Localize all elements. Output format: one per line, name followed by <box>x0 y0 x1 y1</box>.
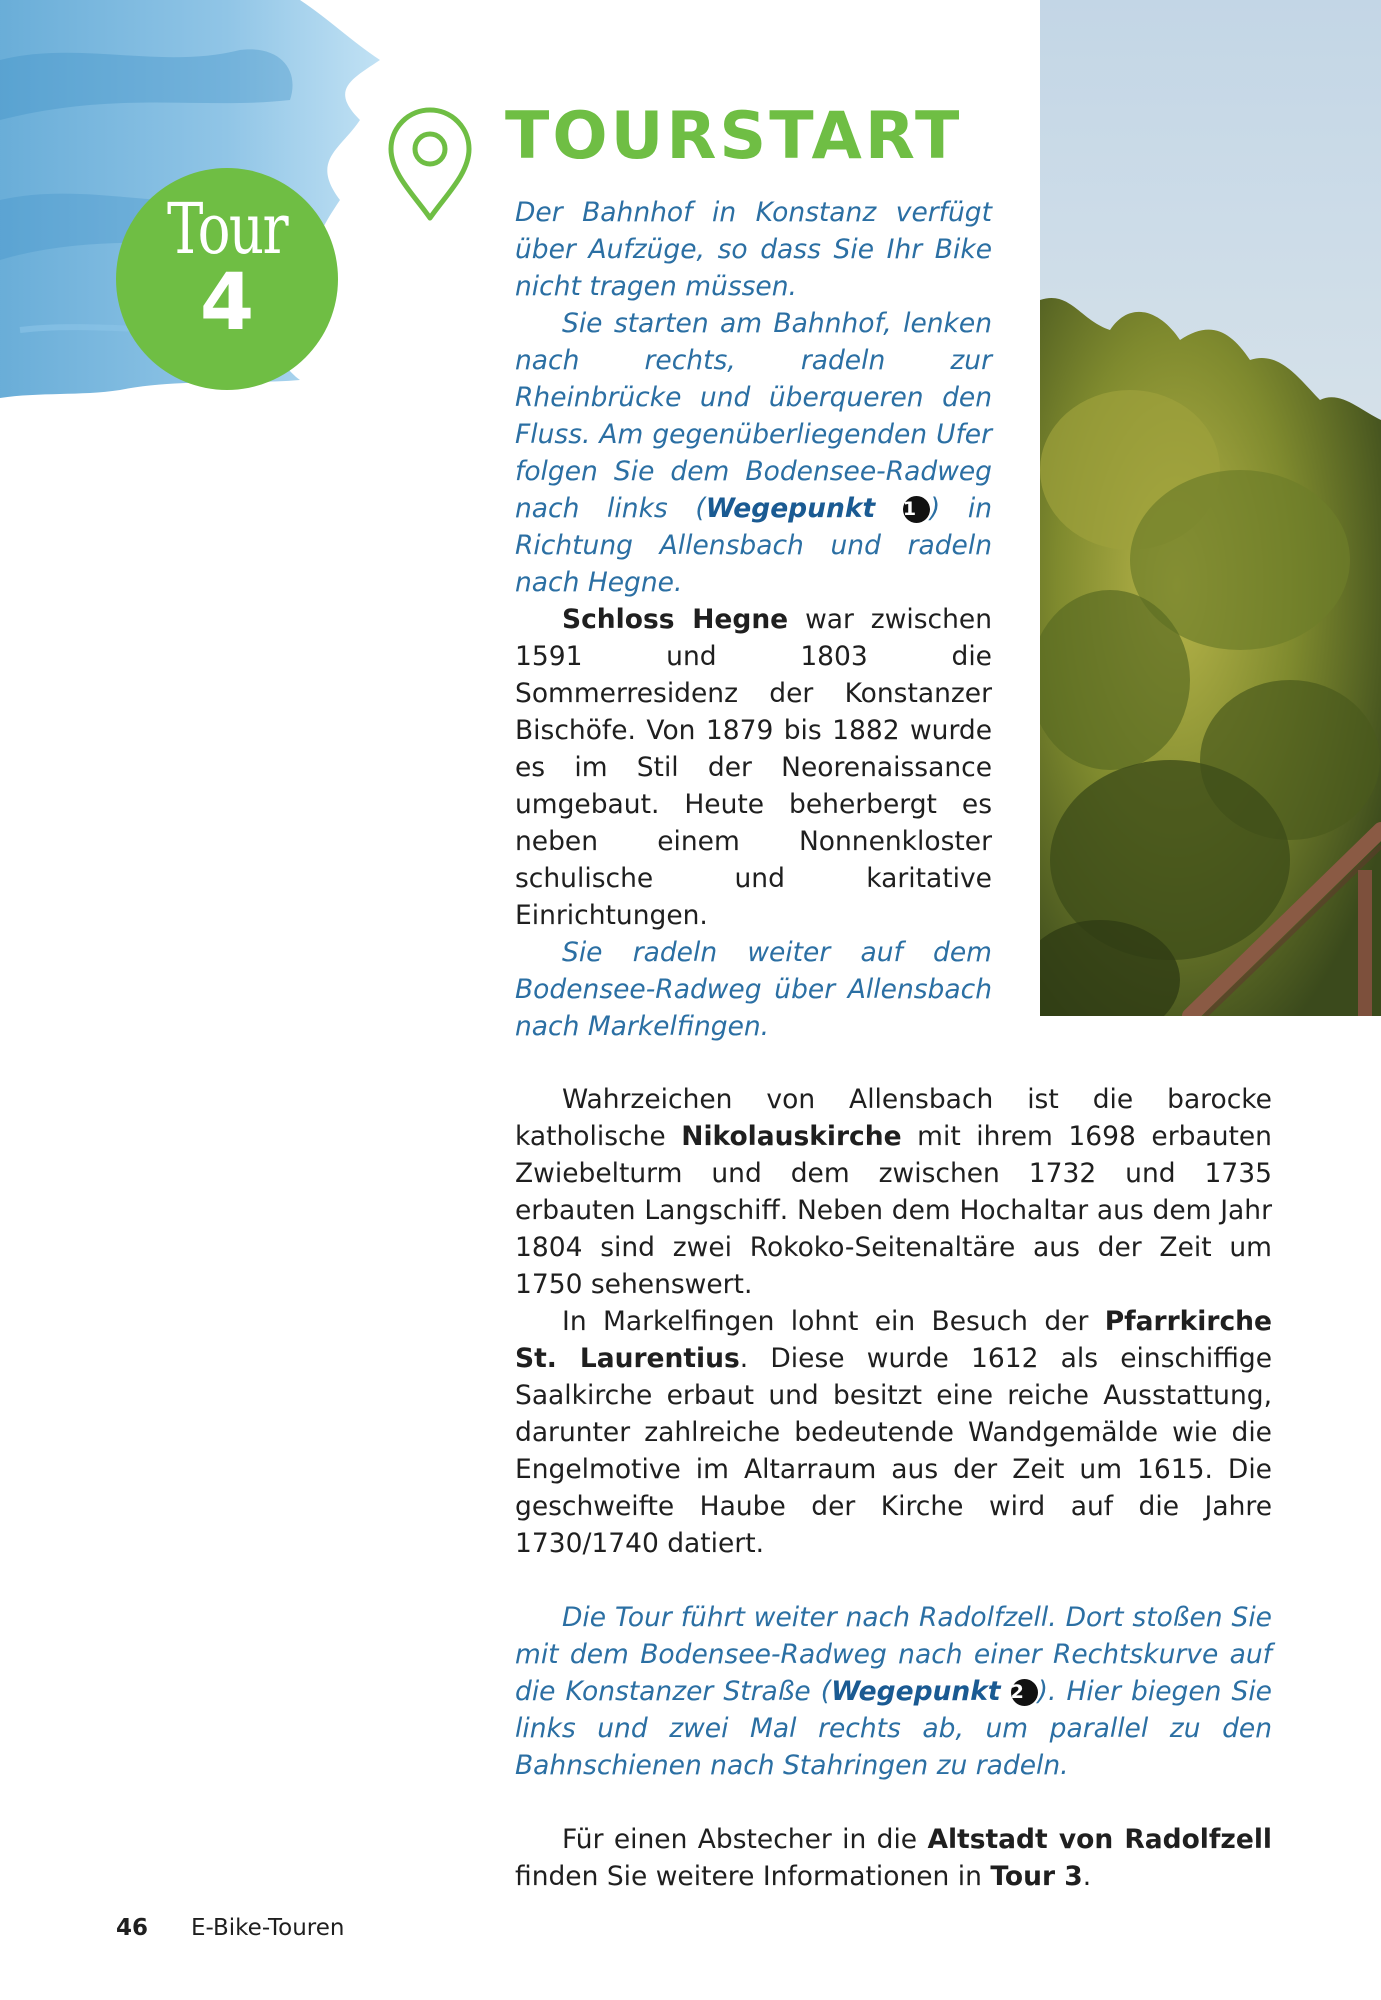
route-block-2 <box>515 934 992 1045</box>
page-number: 46 <box>116 1915 149 1941</box>
route-text-start: Sie starten am Bahnhof, lenken nach rechts, radeln zur Rheinbrücke und überqueren den Fluss. Am gegenüberliegenden Ufer folgen Sie dem Bodensee-Radweg nach links ( <box>515 308 992 524</box>
route-block-3 <box>515 1599 1272 1784</box>
waypoint-label-2: Wegepunkt <box>831 1676 1001 1707</box>
radolfzell-text-middle: finden Sie weitere Informationen in <box>515 1861 991 1892</box>
route-text-end: ) in Richtung Allensbach und radeln nach Hegne. <box>515 493 992 598</box>
tour-reference: Tour 3 <box>990 1861 1083 1892</box>
waypoint-1-badge: 1 <box>903 496 930 523</box>
schloss-hegne-text: war zwischen 1591 und 1803 die Sommerresidenz der Konstanzer Bischöfe. Von 1879 bis 1882 wurde es im Stil der Neorenaissance umgebaut. Heute beherbergt es neben einem Nonnenkloster schulische und karitative Einrichtungen. <box>515 604 993 931</box>
laurentius-paragraph <box>515 1303 1272 1562</box>
tour-badge-word: Tour <box>166 188 288 270</box>
radolfzell-paragraph <box>515 1821 1272 1895</box>
route-paragraph-1 <box>515 305 992 601</box>
map-pin-icon <box>385 104 475 224</box>
nikolauskirche-name: Nikolauskirche <box>681 1121 902 1152</box>
waypoint-label: Wegepunkt <box>705 493 876 524</box>
schloss-hegne-paragraph <box>515 601 992 934</box>
radolfzell-block <box>515 1821 1272 1895</box>
laurentius-text-start: In Markelfingen lohnt ein Besuch der <box>562 1306 1105 1337</box>
trees-photo <box>1040 0 1381 1016</box>
footer-title: E-Bike-Touren <box>191 1915 345 1941</box>
schloss-hegne-name: Schloss Hegne <box>562 604 789 635</box>
nikolauskirche-text-start: Wahrzeichen von Allensbach ist die barocke katholische <box>515 1084 1272 1152</box>
route3-text-start: Die Tour führt weiter nach Radolfzell. Dort stoßen Sie mit dem Bodensee-Radweg nach einer Rechtskurve auf die Konstanzer Straße ( <box>515 1602 1272 1707</box>
radolfzell-text-end: . <box>1082 1861 1092 1892</box>
altstadt-name: Altstadt von Radolfzell <box>927 1824 1272 1855</box>
tour-badge-number: 4 <box>199 258 255 348</box>
route-paragraph-2: Sie radeln weiter auf dem Bodensee-Radweg über Allensbach nach Markelfingen. <box>515 937 992 1042</box>
schloss-hegne-block <box>515 601 992 934</box>
nikolauskirche-text-end: mit ihrem 1698 erbauten Zwiebelturm und dem zwischen 1732 und 1735 erbauten Langschiff. Neben dem Hochaltar aus dem Jahr 1804 sind zwei Rokoko-Seitenaltäre aus der Zeit um 1750 sehenswert. <box>515 1121 1272 1300</box>
page-heading: TOURSTART <box>505 99 963 174</box>
waypoint-2-badge: 2 <box>1011 1679 1038 1706</box>
intro-paragraph: Der Bahnhof in Konstanz verfügt über Aufzüge, so dass Sie Ihr Bike nicht tragen müssen. <box>515 197 992 302</box>
route3-text-end: ). Hier biegen Sie links und zwei Mal rechts ab, um parallel zu den Bahnschienen nach Stahringen zu radeln. <box>515 1676 1272 1781</box>
intro-text-block <box>515 194 992 601</box>
route-paragraph-3 <box>515 1599 1272 1784</box>
radolfzell-text-start: Für einen Abstecher in die <box>562 1824 928 1855</box>
laurentius-text-end: . Diese wurde 1612 als einschiffige Saalkirche erbaut und besitzt eine reiche Ausstattung, darunter zahlreiche bedeutende Wandgemälde wie die Engelmotive im Altarraum aus der Zeit um 1615. Die geschweifte Haube der Kirche wird auf die Jahre 1730/1740 datiert. <box>515 1343 1272 1559</box>
tour-badge <box>116 168 338 390</box>
nikolauskirche-paragraph <box>515 1081 1272 1303</box>
laurentius-name: Pfarrkirche St. Laurentius <box>515 1306 1272 1374</box>
churches-block <box>515 1081 1272 1562</box>
